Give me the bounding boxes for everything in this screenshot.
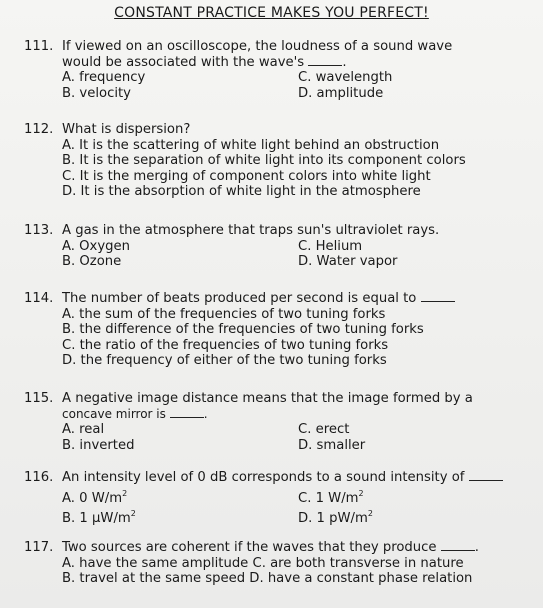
option-a: A. Oxygen: [62, 238, 131, 254]
options-line-1: A. have the same amplitude C. are both transverse in nature: [62, 555, 464, 571]
option-c: C. Helium: [298, 238, 363, 254]
question-113: [24, 223, 541, 270]
options-line-2: B. travel at the same speed D. have a constant phase relation: [62, 571, 473, 586]
question-stem: A gas in the atmosphere that traps sun's ultraviolet rays.: [62, 223, 440, 238]
question-112: [24, 122, 541, 200]
question-number: 116.: [24, 470, 54, 485]
option-c: C. the ratio of the frequencies of two tuning forks: [62, 337, 389, 353]
option-d: D. smaller: [298, 437, 366, 453]
question-stem: An intensity level of 0 dB corresponds to a sound intensity of: [62, 470, 541, 486]
option-a: A. 0 $W/m^2$: [62, 488, 128, 506]
options: [62, 422, 541, 453]
options: [62, 486, 541, 527]
question-115: [24, 391, 541, 453]
question-stem: The number of beats produced per second is equal to: [62, 291, 541, 307]
option-d: D. the frequency of either of the two tuning forks: [62, 353, 387, 368]
option-a: A. frequency: [62, 70, 146, 85]
question-111: [24, 39, 541, 101]
question-number: 111.: [24, 39, 54, 54]
option-a: A. the sum of the frequencies of two tuning forks: [62, 306, 386, 322]
option-b: B. It is the separation of white light into its component colors: [62, 153, 466, 168]
answer-blank: [469, 470, 503, 481]
question-116: [24, 470, 541, 527]
option-a: A. real: [62, 422, 105, 437]
option-c: C. erect: [298, 422, 350, 437]
question-stem: Two sources are coherent if the waves that they produce .: [62, 540, 479, 555]
question-number: 115.: [24, 391, 54, 406]
option-b: B. inverted: [62, 437, 135, 453]
question-number: 114.: [24, 291, 54, 306]
question-stem: If viewed on an oscilloscope, the loudness of a sound wave would be associated with the wave's .: [62, 39, 453, 70]
page-title: CONSTANT PRACTICE MAKES YOU PERFECT!: [114, 5, 429, 21]
option-d: D. Water vapor: [298, 254, 398, 269]
option-c: C. wavelength: [298, 70, 393, 85]
options: [62, 70, 541, 101]
options: [62, 307, 541, 369]
option-b: B. the difference of the frequencies of two tuning forks: [62, 322, 424, 337]
question-117: [24, 540, 541, 587]
question-stem: A negative image distance means that the image formed by a concave mirror is .: [62, 391, 473, 421]
option-c: C. 1 $W/m^2$: [298, 488, 364, 506]
question-number: 113.: [24, 223, 54, 238]
options: [62, 239, 541, 270]
options: [62, 138, 541, 200]
option-a: A. It is the scattering of white light behind an obstruction: [62, 137, 440, 153]
question-stem: What is dispersion?: [62, 122, 191, 137]
option-b: B. 1 $\mu W/m^2$: [62, 509, 136, 526]
option-c: C. It is the merging of component colors into white light: [62, 168, 431, 184]
question-number: 112.: [24, 122, 54, 137]
question-number: 117.: [24, 540, 54, 555]
answer-blank: [441, 540, 475, 551]
answer-blank: [308, 55, 342, 66]
option-b: B. Ozone: [62, 254, 122, 269]
option-d: D. amplitude: [298, 85, 384, 101]
option-d: D. 1 $pW/m^2$: [298, 509, 373, 526]
answer-blank: [170, 407, 204, 418]
option-b: B. velocity: [62, 85, 131, 101]
option-d: D. It is the absorption of white light in the atmosphere: [62, 184, 421, 199]
answer-blank: [421, 291, 455, 302]
question-114: [24, 291, 541, 369]
options: [62, 556, 541, 587]
